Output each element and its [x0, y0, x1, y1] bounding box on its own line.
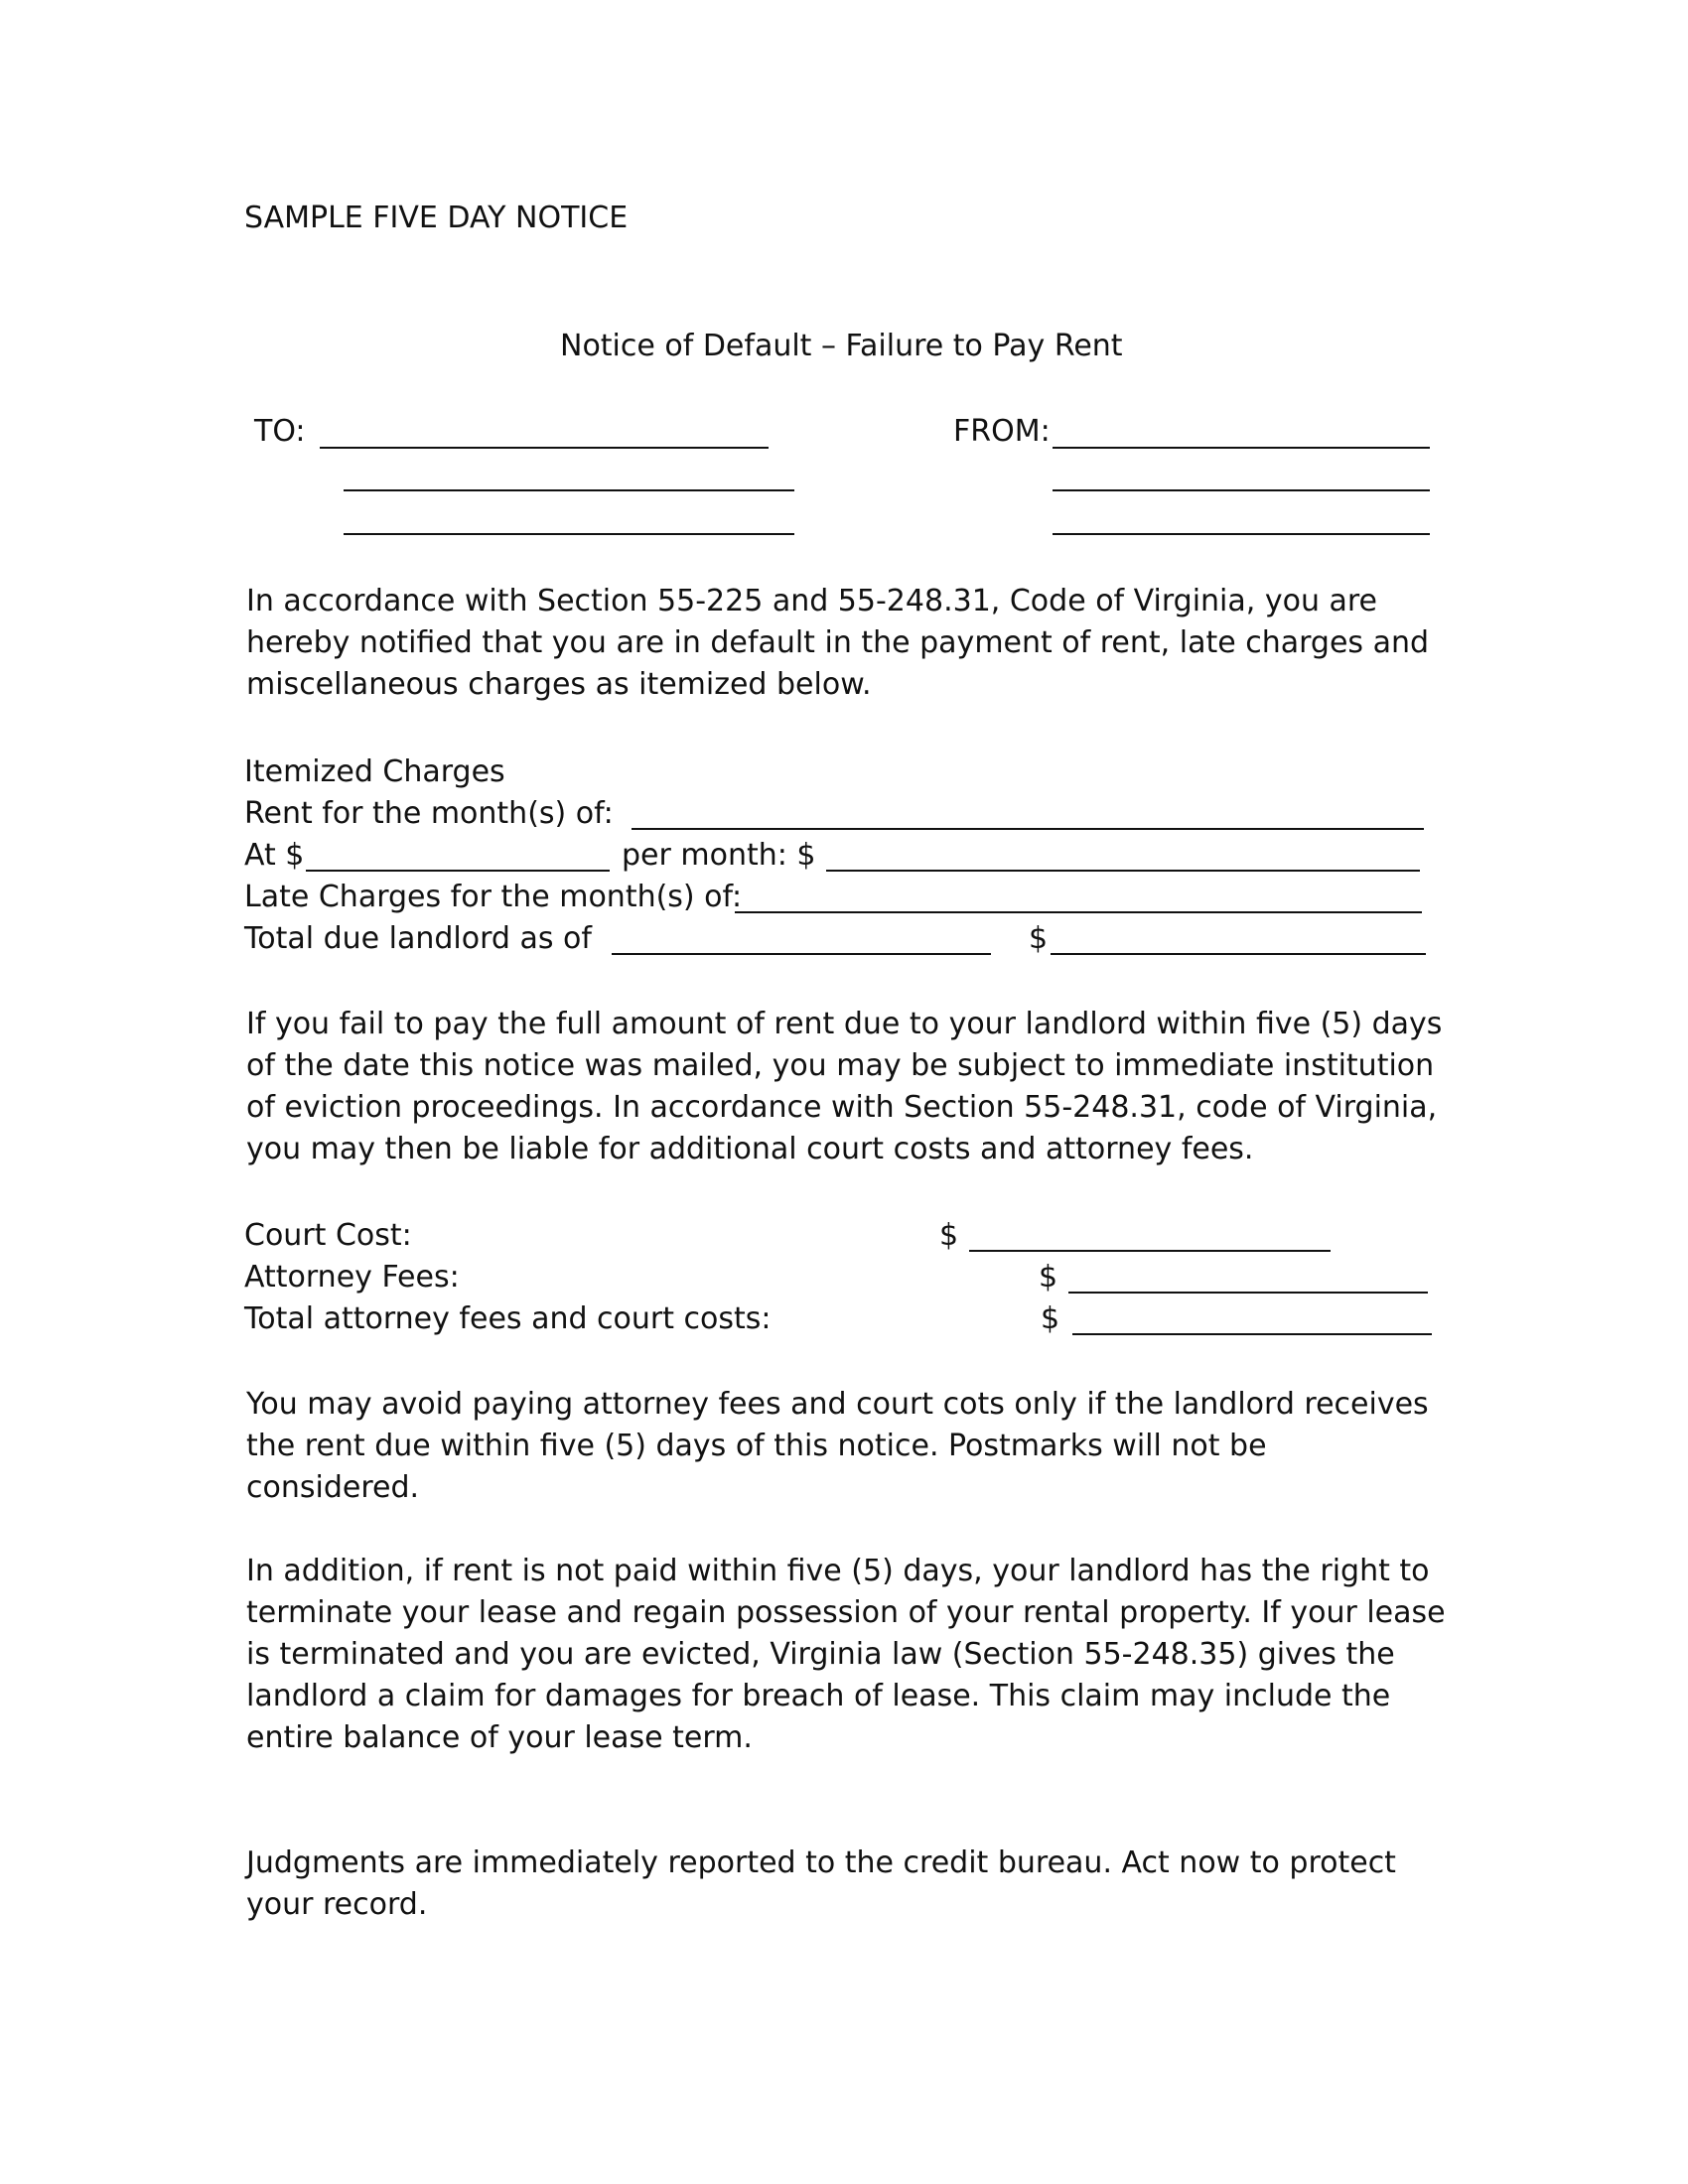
per-month-label: per month: $: [622, 838, 816, 873]
total-due-label: Total due landlord as of: [244, 921, 592, 956]
from-line-3[interactable]: [1053, 533, 1430, 535]
avoid-line: You may avoid paying attorney fees and court cots only if the landlord receives: [246, 1387, 1429, 1422]
total-fees-field[interactable]: [1072, 1333, 1432, 1335]
to-line-3[interactable]: [344, 533, 794, 535]
from-line-1[interactable]: [1053, 447, 1430, 449]
intro-line: hereby notified that you are in default in the payment of rent, late charges and: [246, 625, 1430, 660]
attorney-fees-field[interactable]: [1068, 1292, 1428, 1294]
total-fees-dollar: $: [1041, 1301, 1060, 1336]
addition-paragraph: [246, 1551, 1446, 1759]
intro-line: miscellaneous charges as itemized below.: [246, 667, 872, 702]
at-amount-label: At $: [244, 838, 305, 873]
court-cost-field[interactable]: [969, 1250, 1331, 1252]
document-label: SAMPLE FIVE DAY NOTICE: [244, 201, 629, 235]
intro-paragraph: [246, 581, 1429, 706]
addition-line: is terminated and you are evicted, Virginia law (Section 55-248.35) gives the: [246, 1637, 1395, 1672]
avoid-paragraph: [246, 1384, 1429, 1509]
avoid-line: the rent due within five (5) days of this notice. Postmarks will not be: [246, 1429, 1267, 1463]
to-label: TO:: [254, 414, 306, 449]
total-fees-label: Total attorney fees and court costs:: [244, 1301, 772, 1336]
to-line-1[interactable]: [320, 447, 769, 449]
per-month-field[interactable]: [826, 870, 1420, 872]
intro-line: In accordance with Section 55-225 and 55-248.31, Code of Virginia, you are: [246, 584, 1378, 618]
addition-line: landlord a claim for damages for breach of lease. This claim may include the: [246, 1679, 1391, 1713]
closing-line: your record.: [246, 1887, 428, 1922]
closing-line: Judgments are immediately reported to the credit bureau. Act now to protect: [246, 1845, 1396, 1880]
addition-line: In addition, if rent is not paid within five (5) days, your landlord has the right to: [246, 1554, 1430, 1588]
from-line-2[interactable]: [1053, 489, 1430, 491]
warning-line: If you fail to pay the full amount of rent due to your landlord within five (5) days: [246, 1007, 1443, 1041]
warning-paragraph: [246, 1004, 1442, 1170]
total-due-amount-field[interactable]: [1051, 953, 1426, 955]
total-due-date-field[interactable]: [612, 953, 991, 955]
warning-line: of the date this notice was mailed, you may be subject to immediate institution: [246, 1048, 1435, 1083]
late-charges-label: Late Charges for the month(s) of:: [244, 880, 743, 914]
rent-months-label: Rent for the month(s) of:: [244, 796, 614, 831]
to-line-2[interactable]: [344, 489, 794, 491]
addition-line: entire balance of your lease term.: [246, 1720, 753, 1755]
closing-paragraph: [246, 1843, 1396, 1926]
court-cost-label: Court Cost:: [244, 1218, 412, 1253]
addition-line: terminate your lease and regain possession of your rental property. If your lease: [246, 1595, 1446, 1630]
attorney-fees-label: Attorney Fees:: [244, 1260, 460, 1295]
warning-line: you may then be liable for additional court costs and attorney fees.: [246, 1132, 1254, 1166]
page-title: Notice of Default – Failure to Pay Rent: [560, 329, 1123, 363]
warning-line: of eviction proceedings. In accordance with Section 55-248.31, code of Virginia,: [246, 1090, 1438, 1125]
at-amount-field[interactable]: [306, 870, 610, 872]
court-cost-dollar: $: [939, 1218, 959, 1253]
rent-months-field[interactable]: [632, 828, 1424, 830]
avoid-line: considered.: [246, 1470, 420, 1505]
attorney-fees-dollar: $: [1039, 1260, 1058, 1295]
late-charges-field[interactable]: [735, 911, 1422, 913]
itemized-heading: Itemized Charges: [244, 754, 505, 789]
from-label: FROM:: [953, 414, 1051, 449]
total-due-dollar: $: [1029, 921, 1049, 956]
